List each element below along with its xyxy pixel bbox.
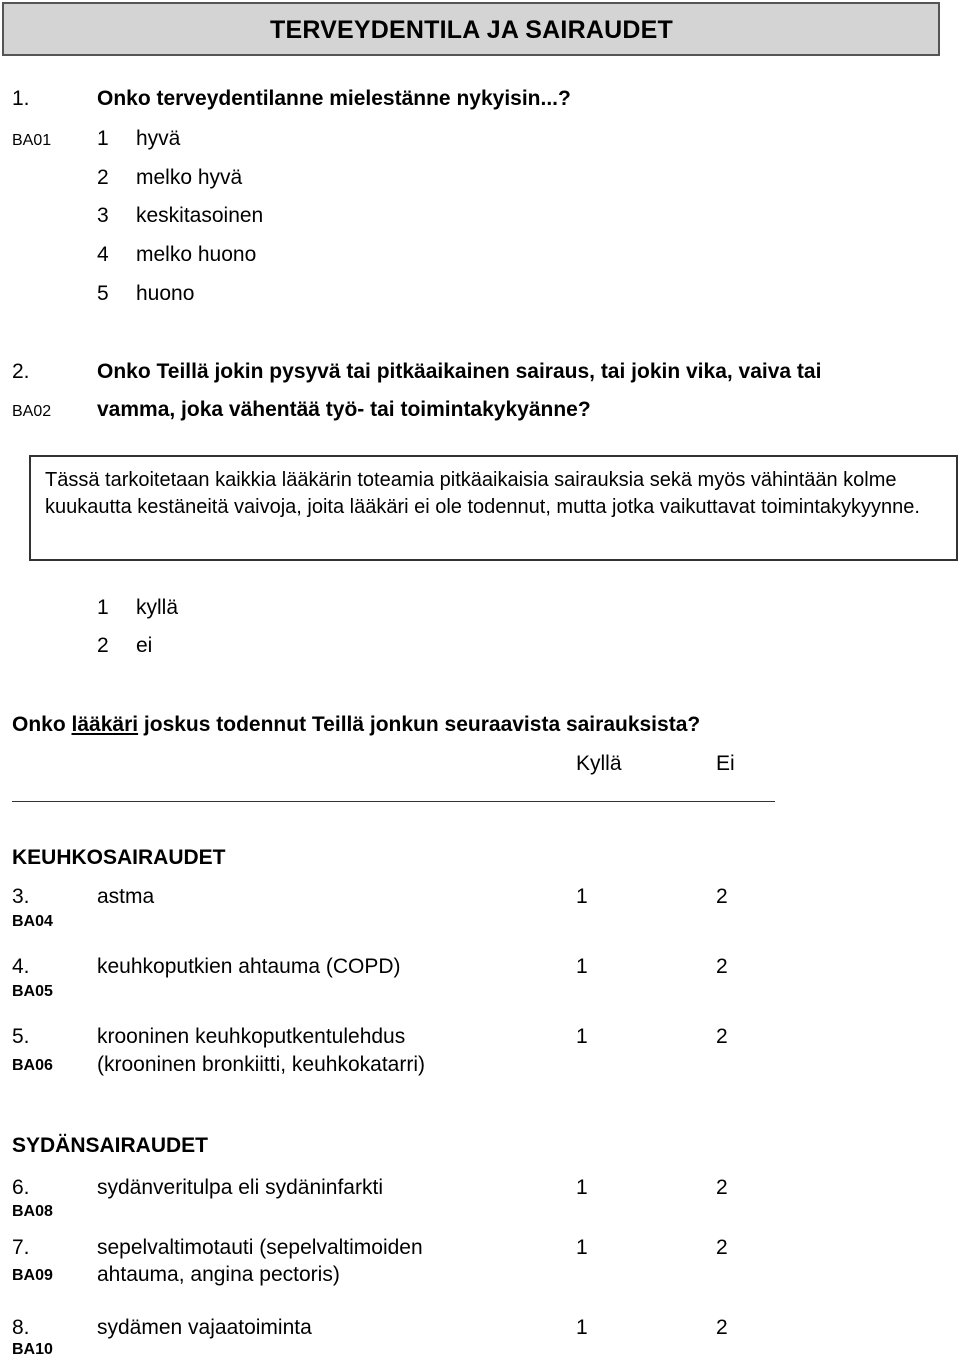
item-code: BA09 [12, 1267, 53, 1284]
item-number: 4. [12, 955, 30, 978]
diseases-question-underlined: lääkäri [71, 713, 139, 736]
q2-text-line2: vamma, joka vähentää työ- tai toimintakykyänne? [97, 398, 591, 421]
item-number: 5. [12, 1025, 30, 1048]
item-code: BA10 [12, 1341, 53, 1358]
item-number: 3. [12, 885, 30, 908]
item-label: sydämen vajaatoiminta [97, 1316, 312, 1339]
q2-option-label[interactable]: kyllä [136, 596, 179, 619]
answer-yes[interactable]: 1 [576, 955, 588, 978]
item-label: sydänveritulpa eli sydäninfarkti [97, 1176, 383, 1199]
q1-option-label[interactable]: hyvä [136, 127, 181, 150]
q1-code: BA01 [12, 132, 52, 149]
answer-no[interactable]: 2 [716, 955, 728, 978]
diseases-question-before: Onko [12, 713, 72, 736]
answer-yes[interactable]: 1 [576, 1316, 588, 1339]
answer-no[interactable]: 2 [716, 1176, 728, 1199]
q1-number: 1. [12, 87, 30, 110]
q2-number: 2. [12, 360, 30, 383]
answer-no[interactable]: 2 [716, 1236, 728, 1259]
answer-yes[interactable]: 1 [576, 1176, 588, 1199]
item-label-line2: ahtauma, angina pectoris) [97, 1263, 340, 1286]
header-rule [12, 801, 775, 802]
item-code: BA05 [12, 983, 53, 1000]
item-label: krooninen keuhkoputkentulehdus [97, 1025, 406, 1048]
q1-option-label[interactable]: huono [136, 282, 195, 305]
diseases-question-after: joskus todennut Teillä jonkun seuraavista sairauksista? [138, 713, 701, 736]
column-header-yes: Kyllä [576, 752, 622, 775]
q1-option-num: 1 [97, 127, 109, 150]
q2-instruction-box [29, 455, 958, 561]
answer-no[interactable]: 2 [716, 1025, 728, 1048]
q1-option-num: 3 [97, 204, 109, 227]
title-banner [2, 2, 940, 56]
q1-option-num: 5 [97, 282, 109, 305]
q2-option-num: 1 [97, 596, 109, 619]
item-number: 6. [12, 1176, 30, 1199]
q2-code: BA02 [12, 403, 52, 420]
page-title: TERVEYDENTILA JA SAIRAUDET [270, 16, 673, 44]
q2-option-num: 2 [97, 634, 109, 657]
section-heading: KEUHKOSAIRAUDET [12, 846, 226, 869]
item-code: BA06 [12, 1057, 53, 1074]
answer-yes[interactable]: 1 [576, 885, 588, 908]
q2-text-line1: Onko Teillä jokin pysyvä tai pitkäaikainen sairaus, tai jokin vika, vaiva tai [97, 360, 822, 383]
answer-yes[interactable]: 1 [576, 1025, 588, 1048]
q2-instruction-text: Tässä tarkoitetaan kaikkia lääkärin toteamia pitkäaikaisia sairauksia sekä myös vähintään kolme kuukautta kestäneitä vaivoja, joita lääkäri ei ole todennut, mutta jotka vaikuttavat toimintakykyynne. [45, 469, 920, 518]
q1-option-label[interactable]: keskitasoinen [136, 204, 264, 227]
q1-option-num: 2 [97, 166, 109, 189]
answer-no[interactable]: 2 [716, 885, 728, 908]
column-header-no: Ei [716, 752, 735, 775]
item-code: BA08 [12, 1203, 53, 1220]
diseases-question [12, 713, 700, 737]
item-code: BA04 [12, 913, 53, 930]
item-number: 8. [12, 1316, 30, 1339]
item-number: 7. [12, 1236, 30, 1259]
answer-yes[interactable]: 1 [576, 1236, 588, 1259]
section-heading: SYDÄNSAIRAUDET [12, 1134, 209, 1157]
q2-option-label[interactable]: ei [136, 634, 153, 657]
q1-option-label[interactable]: melko hyvä [136, 166, 243, 189]
q1-option-label[interactable]: melko huono [136, 243, 257, 266]
q1-text: Onko terveydentilanne mielestänne nykyisin...? [97, 87, 571, 110]
item-label: astma [97, 885, 155, 908]
item-label: keuhkoputkien ahtauma (COPD) [97, 955, 401, 978]
item-label: sepelvaltimotauti (sepelvaltimoiden [97, 1236, 423, 1259]
q1-option-num: 4 [97, 243, 109, 266]
item-label-line2: (krooninen bronkiitti, keuhkokatarri) [97, 1053, 425, 1076]
answer-no[interactable]: 2 [716, 1316, 728, 1339]
